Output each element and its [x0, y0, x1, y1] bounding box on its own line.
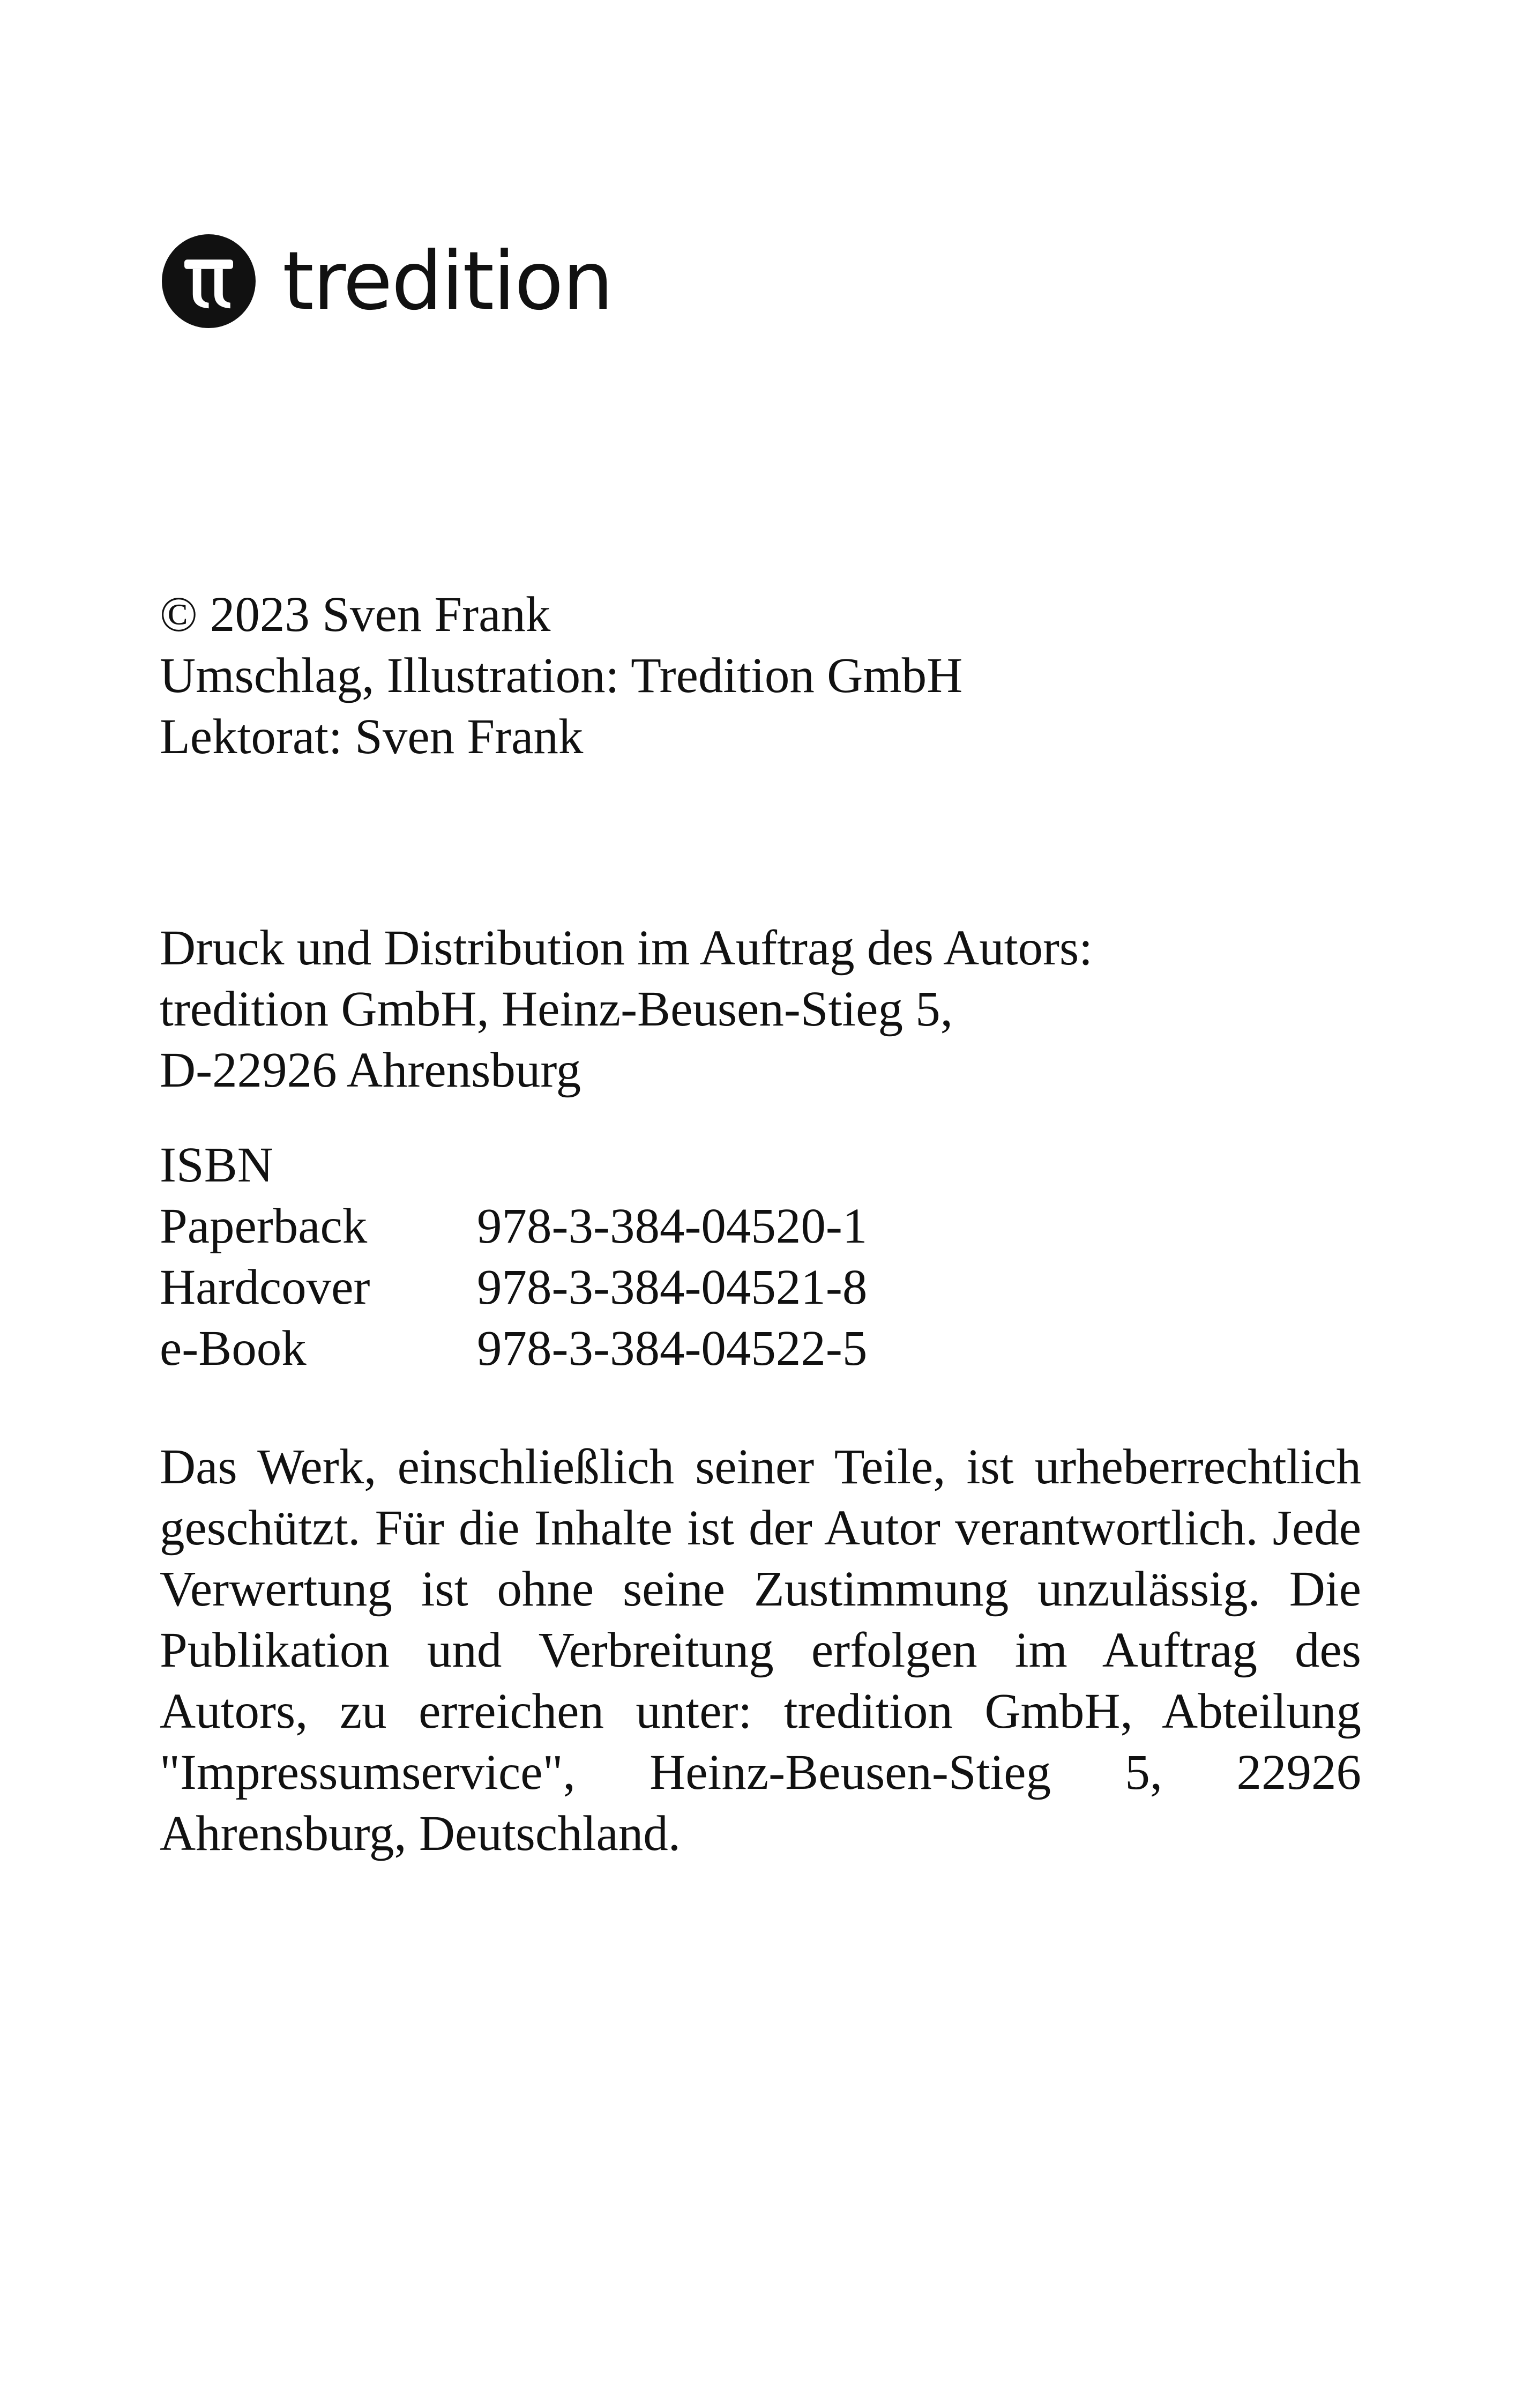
isbn-heading: ISBN	[160, 1138, 273, 1193]
isbn-row	[160, 1318, 867, 1379]
cover-credit-line: Umschlag, Illustration: Tredition GmbH	[160, 648, 963, 703]
print-line-2: tredition GmbH, Heinz-Beusen-Stieg 5,	[160, 982, 953, 1037]
isbn-number: 978-3-384-04521-8	[477, 1260, 868, 1315]
isbn-number: 978-3-384-04522-5	[477, 1321, 868, 1376]
print-distribution-block	[160, 918, 1093, 1101]
publisher-name: tredition	[282, 234, 613, 328]
isbn-type: Hardcover	[160, 1260, 370, 1315]
copyright-line: © 2023 Sven Frank	[160, 587, 551, 642]
isbn-type: Paperback	[160, 1199, 368, 1254]
print-line-3: D-22926 Ahrensburg	[160, 1043, 581, 1098]
credits-block	[160, 584, 962, 768]
editing-credit-line: Lektorat: Sven Frank	[160, 709, 584, 764]
isbn-type: e-Book	[160, 1321, 307, 1376]
isbn-row	[160, 1257, 867, 1318]
tredition-logo-icon	[162, 234, 256, 328]
print-line-1: Druck und Distribution im Auftrag des Autors:	[160, 920, 1093, 976]
isbn-block	[160, 1135, 867, 1379]
publisher-logo	[162, 232, 613, 331]
isbn-number: 978-3-384-04520-1	[477, 1199, 868, 1254]
legal-notice-text: Das Werk, einschließlich seiner Teile, ist urheberrechtlich geschützt. Für die Inhalte ist der Autor verantwortlich. Jede Verwertung ist ohne seine Zustimmung unzulässig. Die Publikation und Verbreitung erfolgen im Auftrag des Autors, zu erreichen unter: tredition GmbH, Abteilung "Impressumservice", Heinz-Beusen-Stieg 5, 22926 Ahrensburg, Deutschland.	[160, 1439, 1361, 1861]
isbn-row	[160, 1196, 867, 1257]
legal-notice-block	[160, 1437, 1361, 1864]
